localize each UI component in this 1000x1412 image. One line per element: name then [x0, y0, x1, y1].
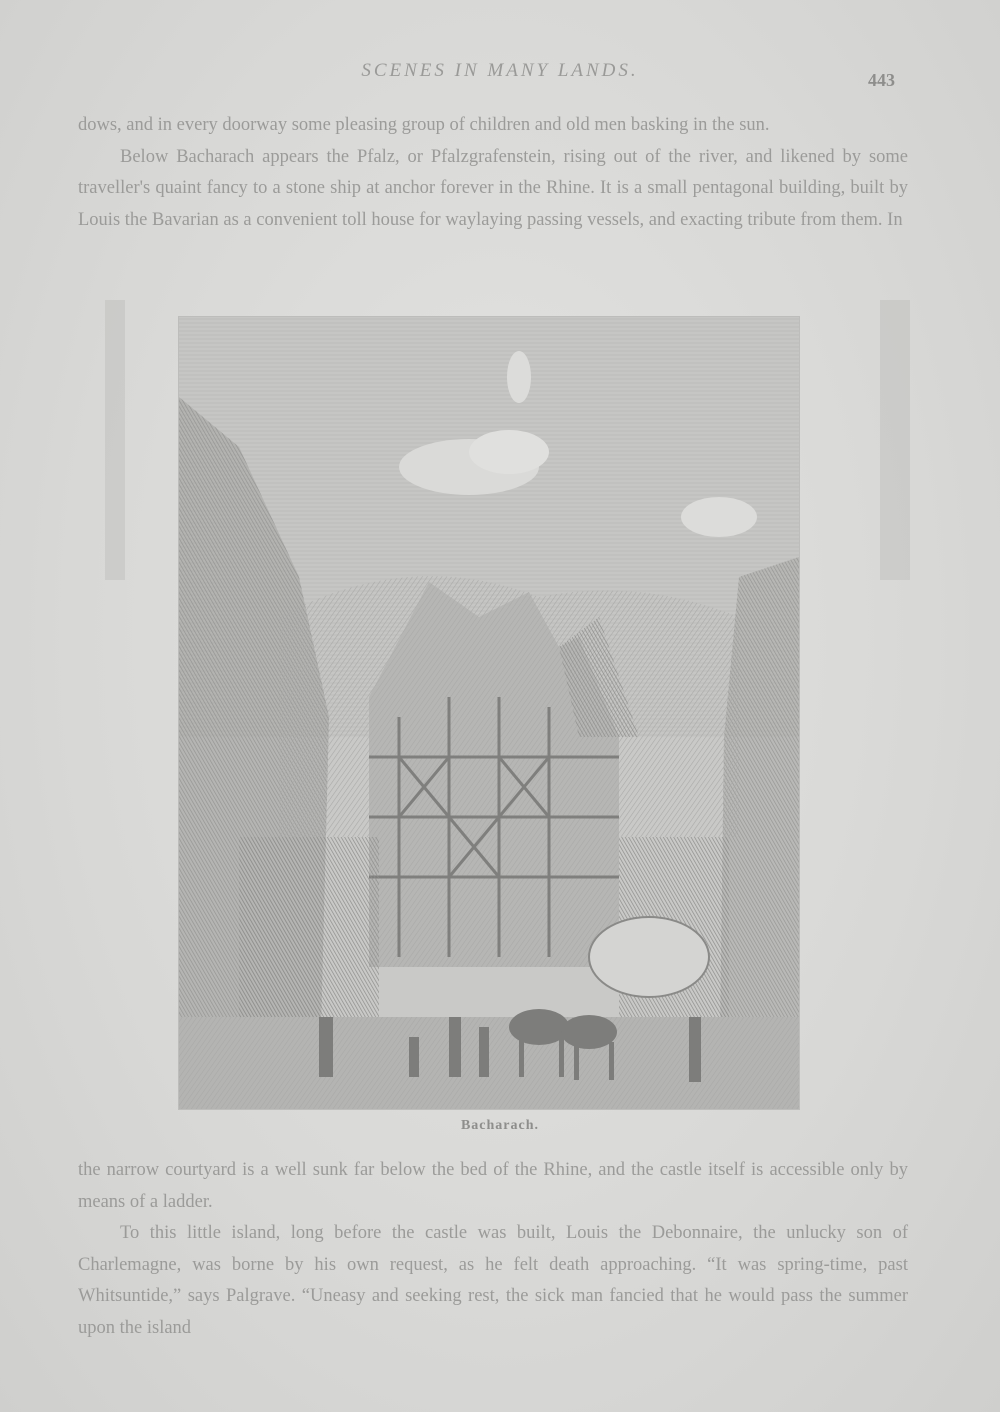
figure-caption: Bacharach.: [460, 1118, 540, 1133]
bleed-through-shadow-left: [105, 300, 125, 580]
running-title: SCENES IN MANY LANDS.: [361, 60, 639, 81]
paragraph: dows, and in every doorway some pleasing group of children and old men basking in the sun.: [78, 115, 770, 135]
paragraph: To this little island, long before the castle was built, Louis the Debonnaire, the unlucky son of Charlemagne, was borne by his own request, as he felt death approaching. “It was spring-time, past Whitsuntide,” says Palgrave. “Uneasy and seeking rest, the sick man fancied that he would pass the summer upon the island: [78, 1223, 908, 1338]
bleed-through-shadow-right: [880, 300, 910, 580]
bacharach-engraving-image: [179, 317, 799, 1109]
engraving-illustration: [178, 316, 800, 1110]
body-text-bottom: [78, 1155, 908, 1344]
body-text-top: [78, 110, 908, 236]
paragraph: the narrow courtyard is a well sunk far below the bed of the Rhine, and the castle itself is accessible only by means of a ladder.: [78, 1160, 908, 1212]
paragraph: Below Bacharach appears the Pfalz, or Pfalzgrafenstein, rising out of the river, and likened by some traveller's quaint fancy to a stone ship at anchor forever in the Rhine. It is a small pentagonal building, built by Louis the Bavarian as a convenient toll house for waylaying passing vessels, and exacting tribute from them. In: [78, 146, 908, 230]
page-number: 443: [868, 70, 895, 90]
page-header: [0, 60, 1000, 90]
